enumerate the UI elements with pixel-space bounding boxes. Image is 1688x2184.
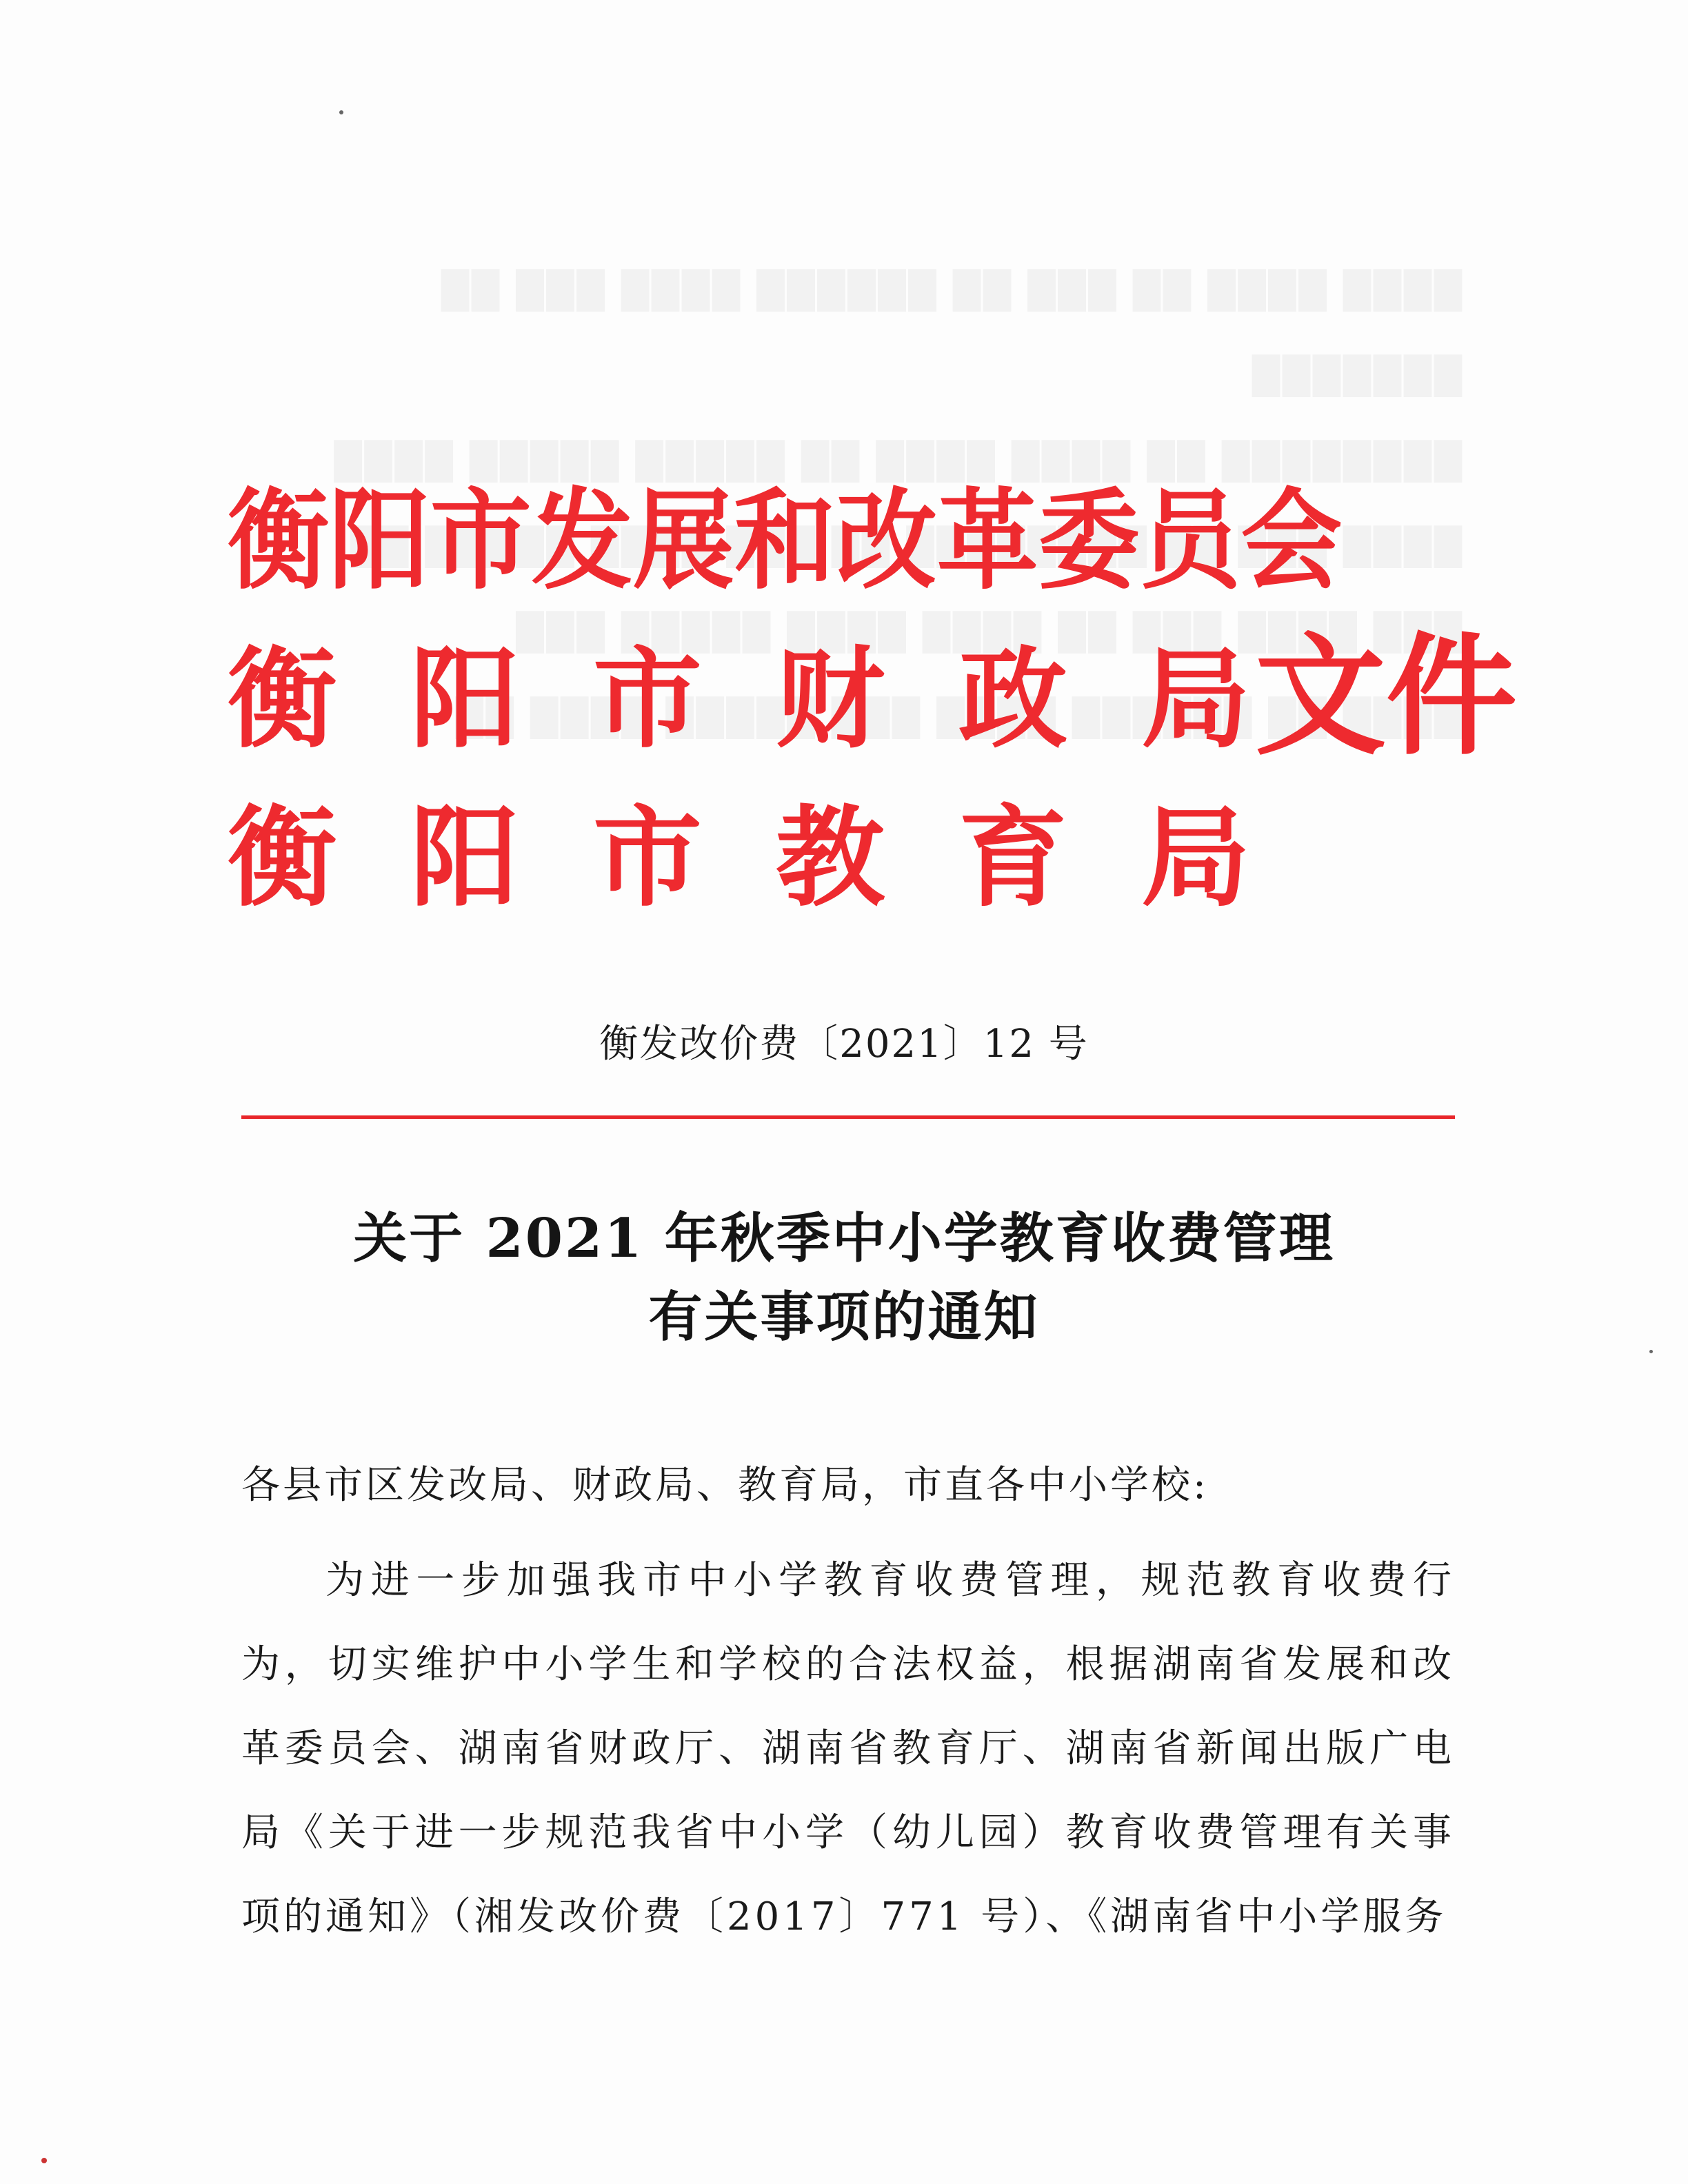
red-separator-line [241,1115,1455,1119]
masthead-char: 局 [1141,794,1250,922]
masthead-char: 市 [593,636,702,763]
masthead-char: 市 [593,794,702,922]
document-number: 衡发改价费〔2021〕12 号 [599,1022,1089,1066]
scan-speck [1649,1350,1653,1353]
masthead-char: 政 [958,636,1067,763]
document-title [0,1200,1688,1357]
masthead-line-development-reform-commission: 衡阳市发展和改革委员会 [228,477,1343,605]
masthead-char: 育 [958,794,1067,922]
scan-speck [339,110,343,114]
body-paragraph: 为进一步加强我市中小学教育收费管理，规范教育收费行为，切实维护中小学生和学校的合法权益，根据湖南省发展和改革委员会、湖南省财政厅、湖南省教育厅、湖南省新闻出版广电局《关于进一步规范我省中小学（幼儿园）教育收费管理有关事项的通知》（湘发改价费〔2017〕771 号）、《湖南省中小学服务 [241,1558,1455,1939]
title-line-2: 有关事项的通知 [648,1286,1040,1348]
masthead-char: 阳 [410,794,519,922]
masthead-line-education-bureau [228,794,1250,922]
title-line-1: 关于 2021 年秋季中小学教育收费管理 [353,1207,1335,1270]
scan-speck [41,2158,47,2163]
masthead-char: 局 [1141,636,1250,763]
salutation: 各县市区发改局、财政局、教育局，市直各中小学校: [241,1463,1209,1508]
masthead-char: 衡 [228,636,336,763]
masthead-char: 教 [776,794,885,922]
masthead-char: 衡 [228,794,336,922]
masthead-line-finance-bureau [228,636,1250,763]
masthead-document-suffix: 文件 [1255,619,1518,773]
masthead-char: 财 [776,636,885,763]
masthead-char: 阳 [410,636,519,763]
